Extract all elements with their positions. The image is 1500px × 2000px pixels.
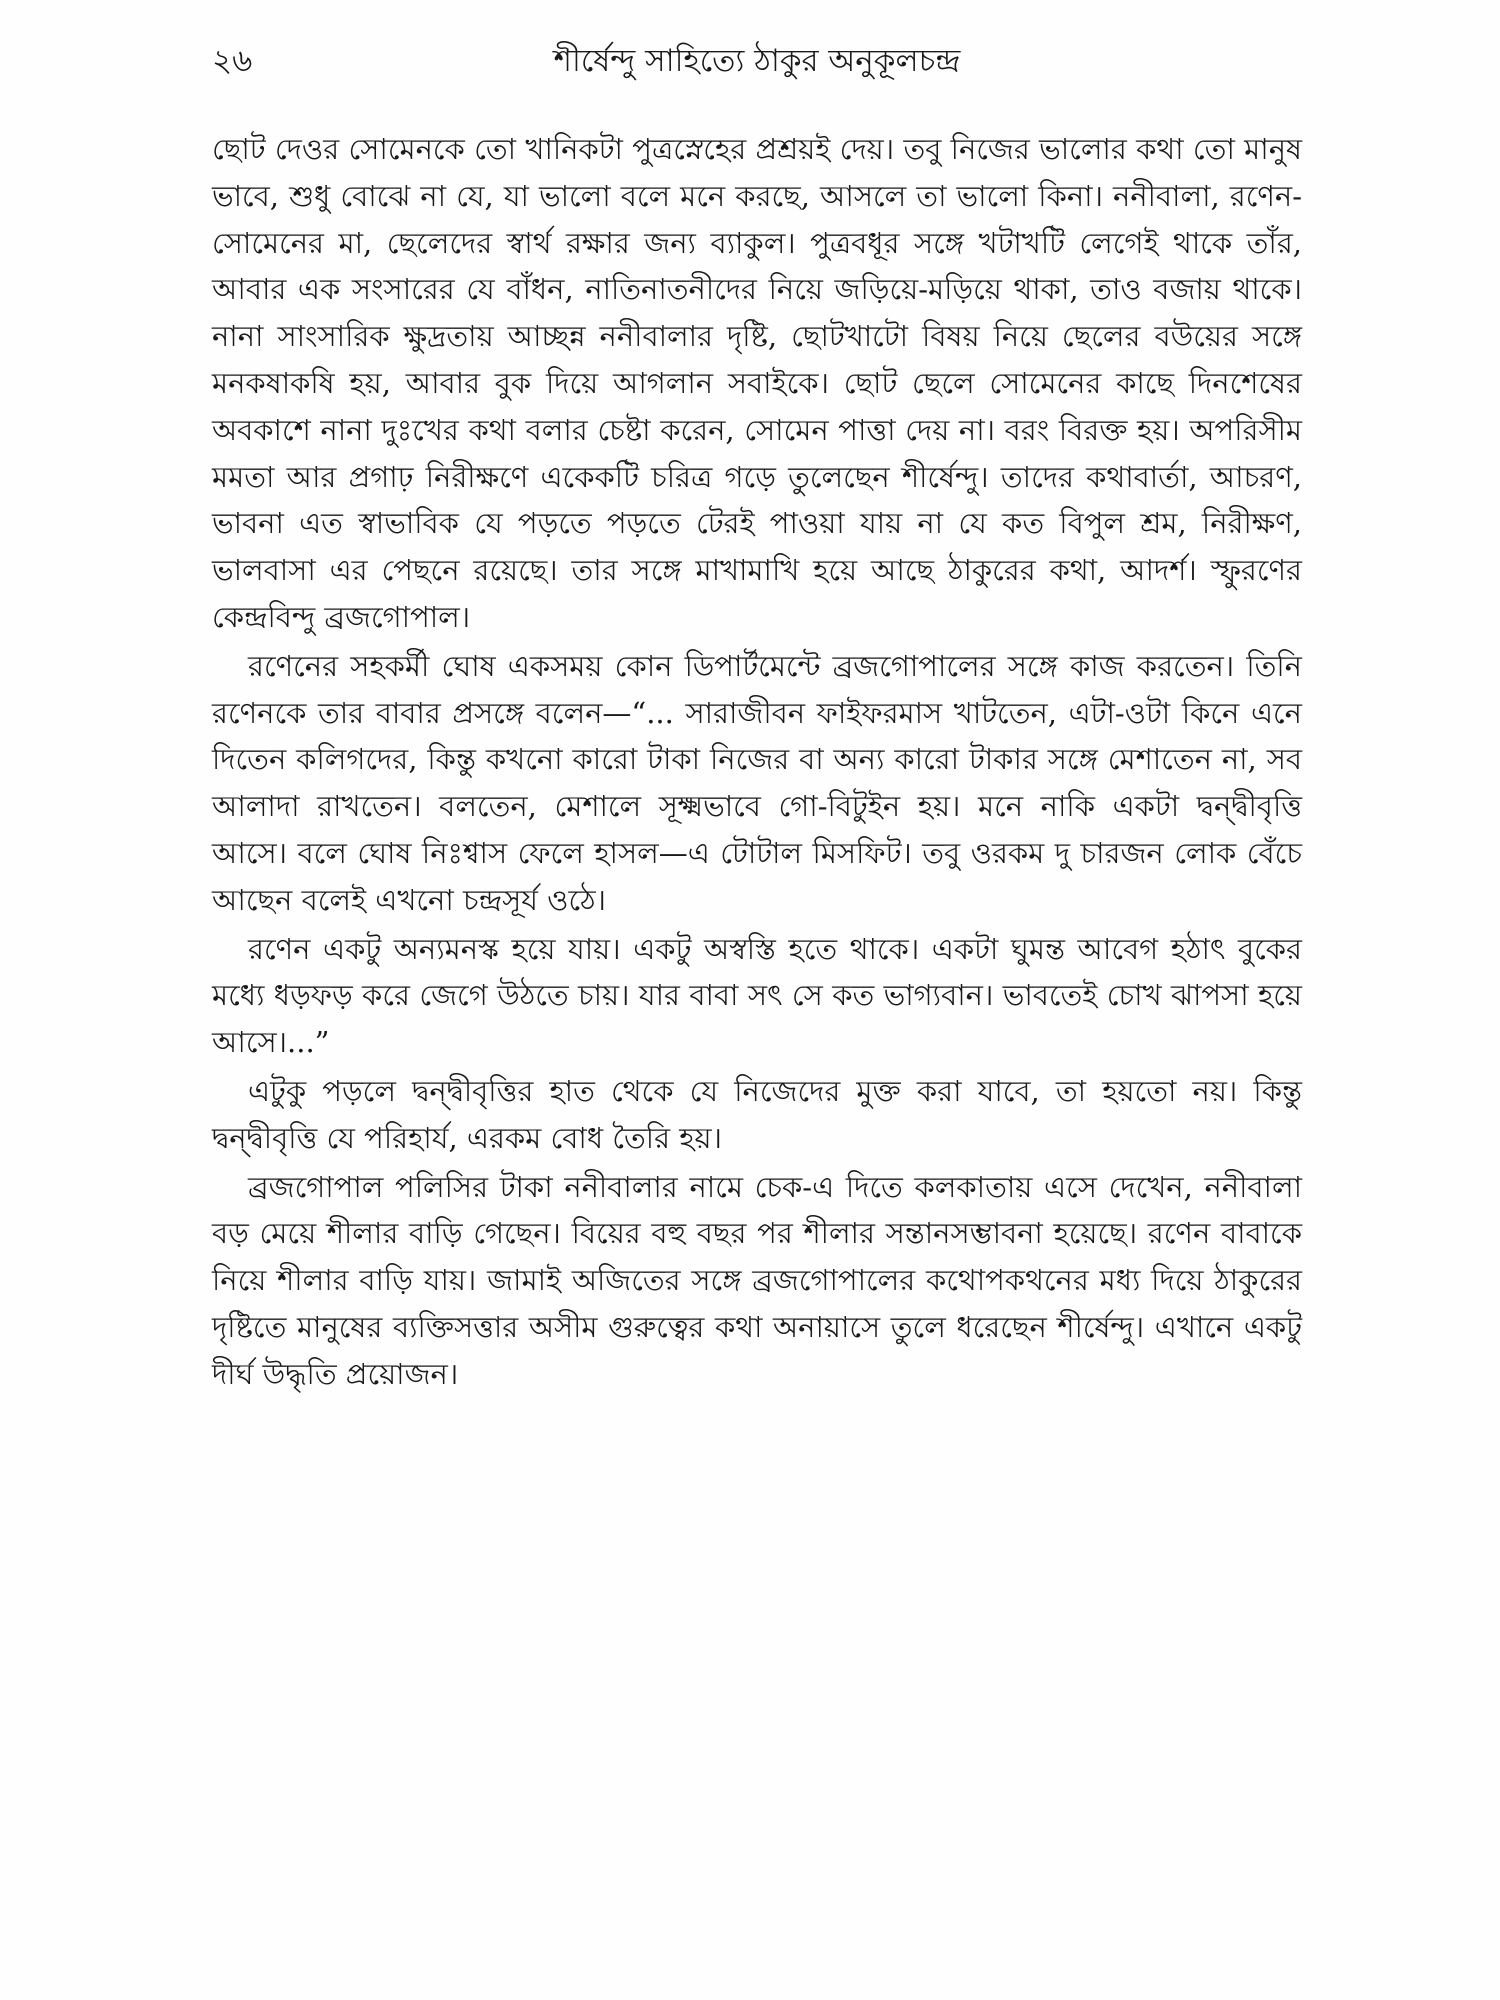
running-title: শীর্ষেন্দু সাহিত্যে ঠাকুর অনুকূলচন্দ্র (553, 43, 961, 79)
page-header (212, 36, 1302, 86)
paragraph-4: এটুকু পড়লে দ্বন্দ্বীবৃত্তির হাত থেকে যে নিজেদের মুক্ত করা যাবে, তা হয়তো নয়। কিন্তু দ্বন্দ্বীবৃত্তি যে পরিহার্য, এরকম বোধ তৈরি হয়। (212, 1073, 1302, 1155)
paragraph-2: রণেনের সহকর্মী ঘোষ একসময় কোন ডিপার্টমেন্টে ব্রজগোপালের সঙ্গে কাজ করতেন। তিনি রণেনকে তার বাবার প্রসঙ্গে বলেন—“... সারাজীবন ফাইফরমাস খাটতেন, এটা-ওটা কিনে এনে দিতেন কলিগদের, কিন্তু কখনো কারো টাকা নিজের বা অন্য কারো টাকার সঙ্গে মেশাতেন না, সব আলাদা রাখতেন। বলতেন, মেশালে সূক্ষ্মভাবে গো-বিটুইন হয়। মনে নাকি একটা দ্বন্দ্বীবৃত্তি আসে। বলে ঘোষ নিঃশ্বাস ফেলে হাসল—এ টোটাল মিসফিট। তবু ওরকম দু চারজন লোক বেঁচে আছেন বলেই এখনো চন্দ্রসূর্য ওঠে। (212, 648, 1302, 917)
paragraph-5: ব্রজগোপাল পলিসির টাকা ননীবালার নামে চেক-এ দিতে কলকাতায় এসে দেখেন, ননীবালা বড় মেয়ে শীলার বাড়ি গেছেন। বিয়ের বহু বছর পর শীলার সন্তানসম্ভাবনা হয়েছে। রণেন বাবাকে নিয়ে শীলার বাড়ি যায়। জামাই অজিতের সঙ্গে ব্রজগোপালের কথোপকথনের মধ্য দিয়ে ঠাকুরের দৃষ্টিতে মানুষের ব্যক্তিসত্তার অসীম গুরুত্বের কথা অনায়াসে তুলে ধরেছেন শীর্ষেন্দু। এখানে একটু দীর্ঘ উদ্ধৃতি প্রয়োজন। (212, 1169, 1302, 1391)
page-number: ২৬ (212, 43, 253, 79)
body-text (212, 126, 1302, 1400)
paragraph-3: রণেন একটু অন্যমনস্ক হয়ে যায়। একটু অস্বস্তি হতে থাকে। একটা ঘুমন্ত আবেগ হঠাৎ বুকের মধ্যে ধড়ফড় করে জেগে উঠতে চায়। যার বাবা সৎ সে কত ভাগ্যবান। ভাবতেই চোখ ঝাপসা হয়ে আসে।...” (212, 931, 1303, 1060)
paragraph-1: ছোট দেওর সোমেনকে তো খানিকটা পুত্রস্নেহের প্রশ্রয়ই দেয়। তবু নিজের ভালোর কথা তো মানুষ ভাবে, শুধু বোঝে না যে, যা ভালো বলে মনে করছে, আসলে তা ভালো কিনা। ননীবালা, রণেন-সোমেনের মা, ছেলেদের স্বার্থ রক্ষার জন্য ব্যাকুল। পুত্রবধূর সঙ্গে খটাখটি লেগেই থাকে তাঁর, আবার এক সংসারের যে বাঁধন, নাতিনাতনীদের নিয়ে জড়িয়ে-মড়িয়ে থাকা, তাও বজায় থাকে। নানা সাংসারিক ক্ষুদ্রতায় আচ্ছন্ন ননীবালার দৃষ্টি, ছোটখাটো বিষয় নিয়ে ছেলের বউয়ের সঙ্গে মনকষাকষি হয়, আবার বুক দিয়ে আগলান সবাইকে। ছোট ছেলে সোমেনের কাছে দিনশেষের অবকাশে নানা দুঃখের কথা বলার চেষ্টা করেন, সোমেন পাত্তা দেয় না। বরং বিরক্ত হয়। অপরিসীম মমতা আর প্রগাঢ় নিরীক্ষণে একেকটি চরিত্র গড়ে তুলেছেন শীর্ষেন্দু। তাদের কথাবার্তা, আচরণ, ভাবনা এত স্বাভাবিক যে পড়তে পড়তে টেরই পাওয়া যায় না যে কত বিপুল শ্রম, নিরীক্ষণ, ভালবাসা এর পেছনে রয়েছে। তার সঙ্গে মাখামাখি হয়ে আছে ঠাকুরের কথা, আদর্শ। স্ফুরণের কেন্দ্রবিন্দু ব্রজগোপাল। (212, 132, 1302, 634)
